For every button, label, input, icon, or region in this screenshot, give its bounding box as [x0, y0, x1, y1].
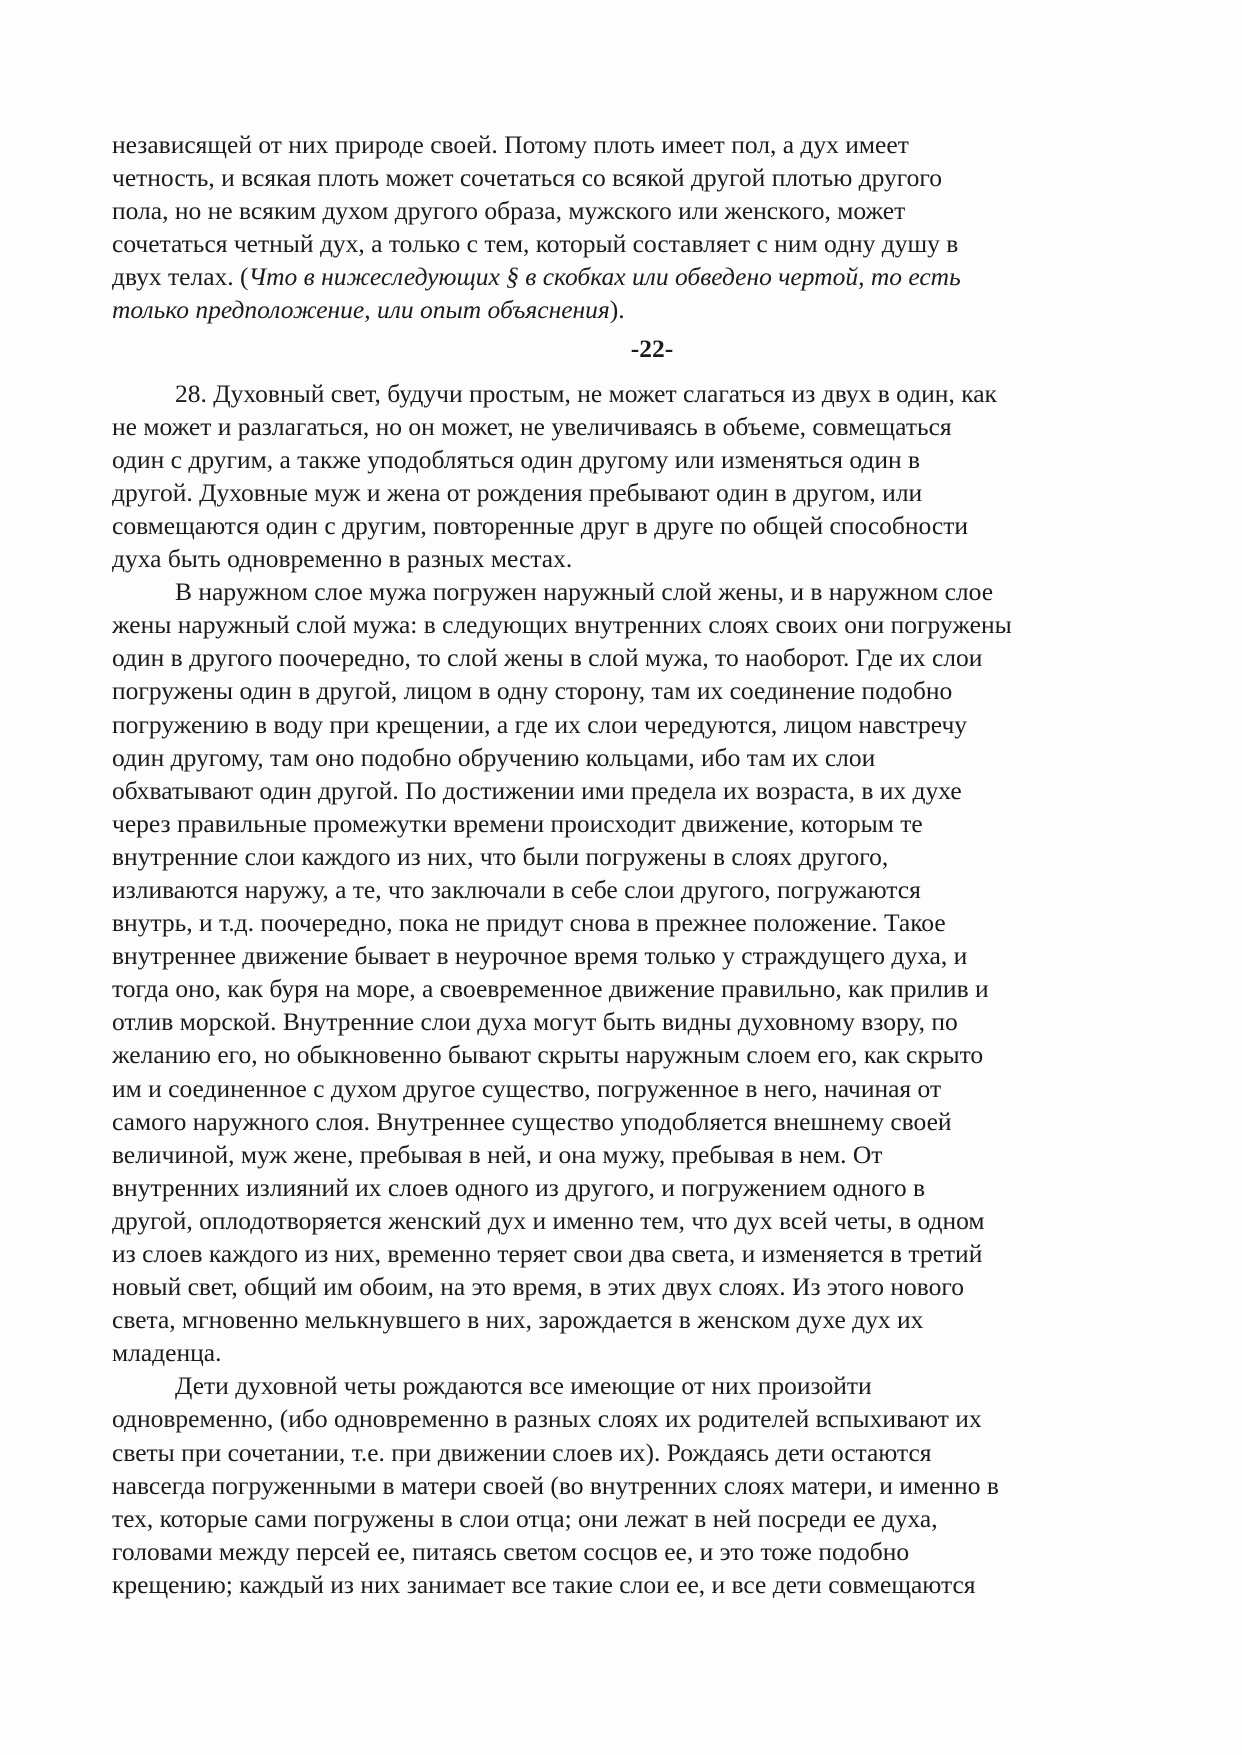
text-line: внутренние слои каждого из них, что были погружены в слоях другого, — [112, 841, 889, 871]
text-line: другой. Духовные муж и жена от рождения пребывают один в другом, или — [112, 477, 923, 507]
text-line: изливаются наружу, а те, что заключали в себе слои другого, погружаются — [112, 874, 921, 904]
text-line: духа быть одновременно в разных местах. — [112, 544, 573, 574]
text-line: погружению в воду при крещении, а где их слои чередуются, лицом навстречу — [112, 709, 968, 739]
text-line: навсегда погруженными в матери своей (во внутренних слоях матери, и именно в — [112, 1470, 999, 1500]
text-line: жены наружный слой мужа: в следующих внутренних слоях своих они погружены — [112, 610, 1012, 640]
paragraph-layers — [112, 575, 1152, 1369]
text-line: погружены один в другой, лицом в одну сторону, там их соединение подобно — [112, 676, 953, 706]
text-line: отлив морской. Внутренние слои духа могут быть видны духовному взору, по — [112, 1007, 958, 1037]
intro-paragraph — [112, 128, 1152, 327]
text-line: крещению; каждый из них занимает все такие слои ее, и все дети совмещаются — [112, 1569, 976, 1599]
text-line: обхватывают один другой. По достижении ими предела их возраста, в их духе — [112, 775, 962, 805]
text-line: головами между персей ее, питаясь светом сосцов ее, и это тоже подобно — [112, 1536, 910, 1566]
text-line-mixed — [112, 293, 1152, 326]
section-heading: -22- — [630, 333, 674, 363]
italic-note: Что в нижеследующих § в скобках или обведено чертой, то есть — [248, 262, 961, 292]
text-line-mixed — [112, 260, 1152, 293]
text-fragment: ). — [609, 295, 625, 325]
text-line: один в другого поочередно, то слой жены в слой мужа, то наоборот. Где их слои — [112, 643, 983, 673]
text-line: сочетаться четный дух, а только с тем, который составляет с ним одну душу в — [112, 229, 959, 259]
text-line: В наружном слое мужа погружен наружный слой жены, и в наружном слое — [175, 577, 994, 607]
text-line: пола, но не всяким духом другого образа, мужского или женского, может — [112, 196, 906, 226]
text-line: одновременно, (ибо одновременно в разных слоях их родителей вспыхивают их — [112, 1404, 982, 1434]
text-line: другой, оплодотворяется женский дух и именно тем, что дух всей четы, в одном — [112, 1205, 985, 1235]
text-line: тех, которые сами погружены в слои отца; они лежат в ней посреди ее духа, — [112, 1503, 938, 1533]
italic-note: только предположение, или опыт объяснения — [112, 295, 610, 325]
text-body — [112, 128, 1152, 1601]
text-line: совмещаются один с другим, повторенные друг в друге по общей способности — [112, 510, 969, 540]
text-line: внутрь, и т.д. поочередно, пока не придут снова в прежнее положение. Такое — [112, 908, 946, 938]
text-line: им и соединенное с духом другое существо, погруженное в него, начиная от — [112, 1073, 942, 1103]
paragraph-children — [112, 1369, 1152, 1601]
text-line: света, мгновенно мелькнувшего в них, зарождается в женском духе дух их — [112, 1305, 924, 1335]
text-line: внутреннее движение бывает в неурочное время только у страждущего духа, и — [112, 941, 968, 971]
text-line: один с другим, а также уподобляться один другому или изменяться один в — [112, 444, 921, 474]
text-fragment: двух телах. ( — [112, 262, 249, 292]
text-line: 28. Духовный свет, будучи простым, не может слагаться из двух в один, как — [175, 378, 997, 408]
text-line: из слоев каждого из них, временно теряет свои два света, и изменяется в третий — [112, 1239, 983, 1268]
text-line: не может и разлагаться, но он может, не увеличиваясь в объеме, совмещаться — [112, 411, 952, 441]
text-line: младенца. — [112, 1338, 222, 1368]
text-line: желанию его, но обыкновенно бывают скрыты наружным слоем его, как скрыто — [112, 1040, 984, 1070]
text-line: самого наружного слоя. Внутреннее существо уподобляется внешнему своей — [112, 1106, 952, 1136]
text-line: светы при сочетании, т.е. при движении слоев их). Рождаясь дети остаются — [112, 1437, 932, 1467]
text-line: четность, и всякая плоть может сочетаться со всякой другой плотью другого — [112, 163, 942, 193]
text-line: Дети духовной четы рождаются все имеющие от них произойти — [175, 1371, 872, 1401]
text-line: величиной, муж жене, пребывая в ней, и она мужу, пребывая в нем. От — [112, 1139, 883, 1169]
text-line: новый свет, общий им обоим, на это время, в этих двух слоях. Из этого нового — [112, 1272, 964, 1302]
text-line: независящей от них природе своей. Потому плоть имеет пол, а дух имеет — [112, 130, 909, 159]
text-line: через правильные промежутки времени происходит движение, которым те — [112, 808, 923, 838]
paragraph-28 — [112, 377, 1152, 576]
text-line: внутренних излияний их слоев одного из другого, и погружением одного в — [112, 1172, 926, 1202]
text-line: один другому, там оно подобно обручению кольцами, ибо там их слои — [112, 742, 876, 772]
text-line: тогда оно, как буря на море, а своевременное движение правильно, как прилив и — [112, 974, 989, 1004]
